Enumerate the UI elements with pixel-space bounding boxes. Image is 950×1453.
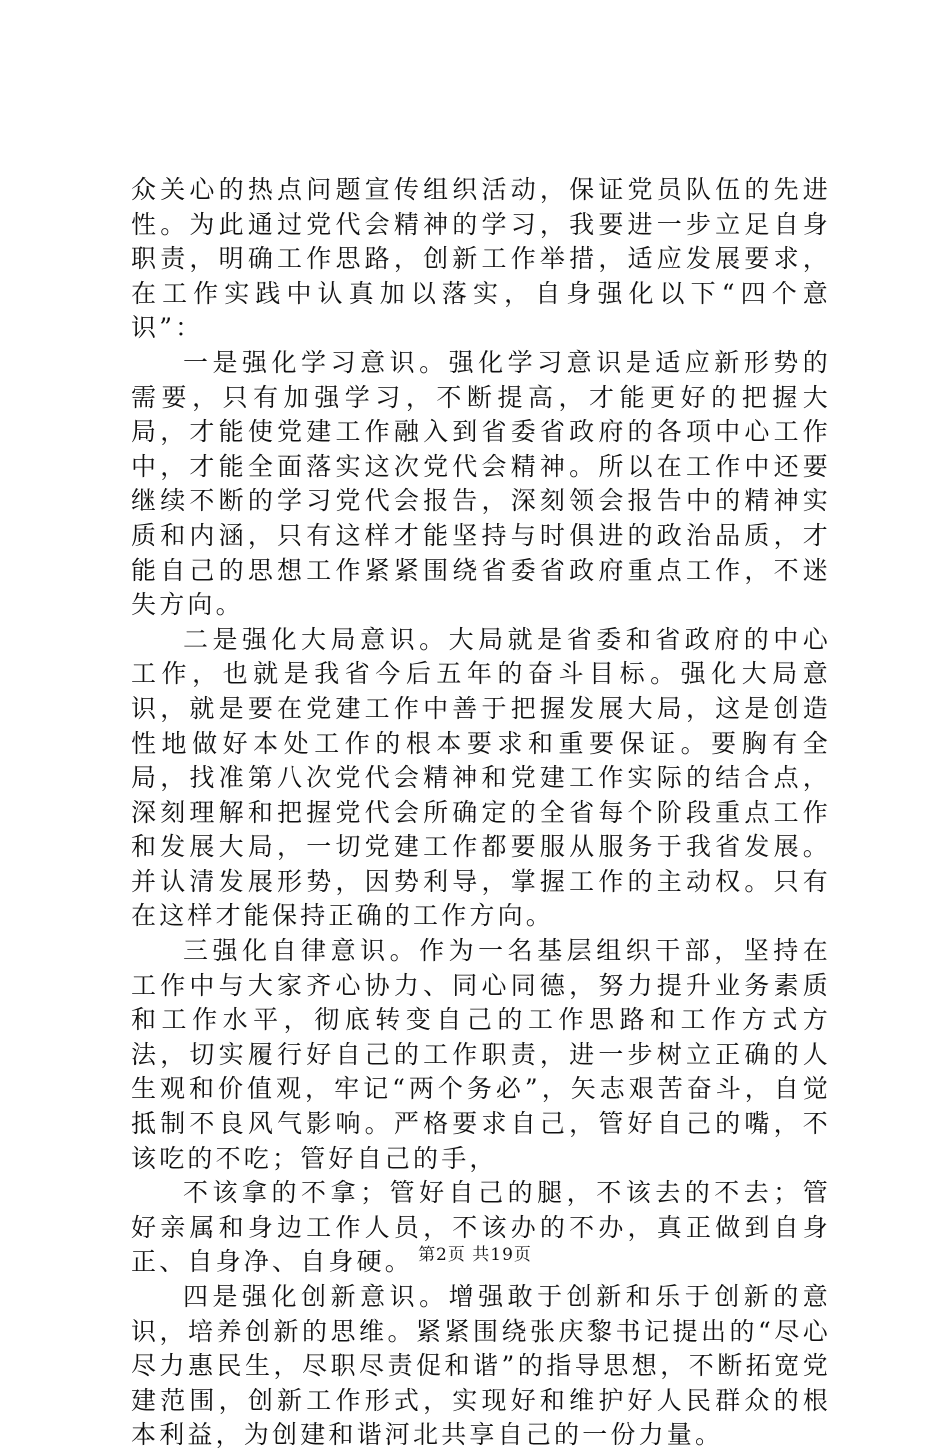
paragraph-self-discipline: 三强化自律意识。作为一名基层组织干部，坚持在工作中与大家齐心协力、同心同德，努力提升业务素质和工作水平，彻底转变自己的工作思路和工作方式方法，切实履行好自己的工作职责，进一步树立正确的人生观和价值观，牢记“两个务必”，矢志艰苦奋斗，自觉抵制不良风气影响。严格要求自己，管好自己的嘴，不该吃的不吃；管好自己的手， <box>131 936 831 1173</box>
paragraph-continuation: 众关心的热点问题宣传组织活动，保证党员队伍的先进性。为此通过党代会精神的学习，我要进一步立足自身职责，明确工作思路，创新工作举措，适应发展要求，在工作实践中认真加以落实，自身强化以下“四个意识”： <box>131 175 831 343</box>
paragraph-innovation-awareness: 四是强化创新意识。增强敢于创新和乐于创新的意识，培养创新的思维。紧紧围绕张庆黎书记提出的“尽心尽力惠民生，尽职尽责促和谐”的指导思想，不断拓宽党建范围，创新工作形式，实现好和维护好人民群众的根本利益，为创建和谐河北共享自己的一份力量。 <box>131 1282 831 1450</box>
page-footer: 第2页 共19页 <box>418 1245 532 1265</box>
paragraph-study-awareness: 一是强化学习意识。强化学习意识是适应新形势的需要，只有加强学习，不断提高，才能更好的把握大局，才能使党建工作融入到省委省政府的各项中心工作中，才能全面落实这次党代会精神。所以在工作中还要继续不断的学习党代会报告，深刻领会报告中的精神实质和内涵，只有这样才能坚持与时俱进的政治品质，才能自己的思想工作紧紧围绕省委省政府重点工作，不迷失方向。 <box>131 347 831 620</box>
paragraph-self-discipline-cont: 不该拿的不拿；管好自己的腿，不该去的不去；管好亲属和身边工作人员，不该办的不办，真正做到自身正、自身净、自身硬。 <box>131 1178 831 1277</box>
paragraph-overall-awareness: 二是强化大局意识。大局就是省委和省政府的中心工作，也就是我省今后五年的奋斗目标。强化大局意识，就是要在党建工作中善于把握发展大局，这是创造性地做好本处工作的根本要求和重要保证。要胸有全局，找准第八次党代会精神和党建工作实际的结合点，深刻理解和把握党代会所确定的全省每个阶段重点工作和发展大局，一切党建工作都要服从服务于我省发展。并认清发展形势，因势利导，掌握工作的主动权。只有在这样才能保持正确的工作方向。 <box>131 624 831 931</box>
